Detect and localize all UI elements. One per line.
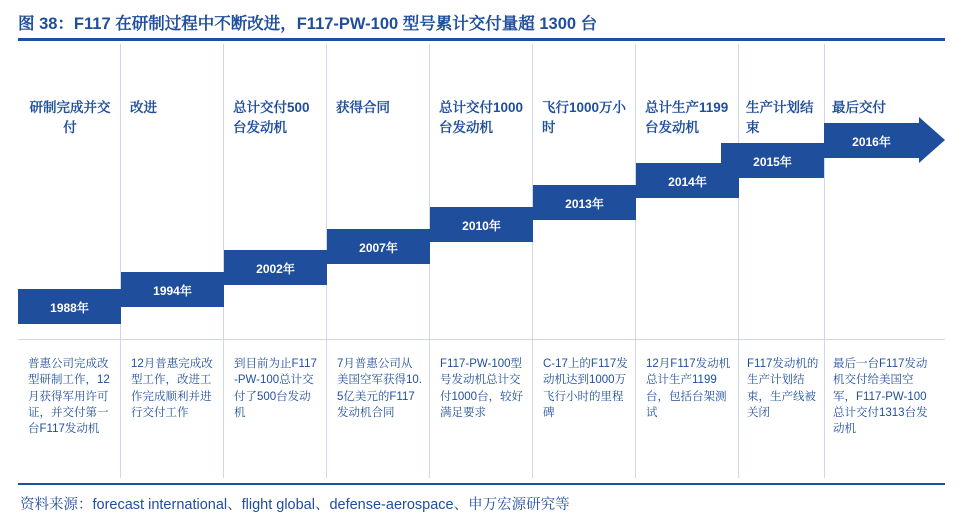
step-description-9: 最后一台F117发动机交付给美国空军，F117-PW-100总计交付1313台发动机 bbox=[833, 358, 928, 436]
step-description-1: 普惠公司完成改型研制工作，12月获得军用许可证，并交付第一台F117发动机 bbox=[28, 358, 110, 436]
step-description-3: 到目前为止F117-PW-100总计交付了500台发动机 bbox=[234, 358, 317, 419]
step-description-2: 12月普惠完成改型工作，改进工作完成顺利并进行交付工作 bbox=[131, 358, 213, 419]
source-note: 资料来源：forecast international、flight global、defense-aerospace、申万宏源研究等 bbox=[20, 496, 570, 513]
step-description-8: F117发动机的生产计划结束，生产线被关闭 bbox=[747, 358, 819, 419]
timeline-arrow-icon bbox=[919, 117, 945, 163]
step-heading-9: 最后交付 bbox=[832, 100, 886, 115]
step-bar-4 bbox=[327, 229, 430, 264]
step-heading-1: 研制完成并交付 bbox=[29, 100, 111, 135]
timeline-chart bbox=[18, 44, 945, 478]
step-heading-8: 生产计划结束 bbox=[746, 100, 814, 135]
step-bar-5 bbox=[430, 207, 533, 242]
step-year-8: 2015年 bbox=[753, 154, 792, 169]
step-bar-8 bbox=[721, 143, 824, 178]
step-year-1: 1988年 bbox=[50, 300, 89, 315]
step-bar-2 bbox=[121, 272, 224, 307]
step-heading-7: 总计生产1199台发动机 bbox=[645, 100, 729, 135]
description-divider bbox=[18, 339, 945, 340]
step-bar-3 bbox=[224, 250, 327, 285]
step-description-7: 12月F117发动机总计生产1199台，包括台架测试 bbox=[646, 358, 731, 419]
step-bar-1 bbox=[18, 289, 121, 324]
step-heading-3: 总计交付500台发动机 bbox=[233, 100, 310, 135]
step-year-6: 2013年 bbox=[565, 196, 604, 211]
step-year-5: 2010年 bbox=[462, 218, 501, 233]
source-divider bbox=[18, 483, 945, 485]
step-year-9: 2016年 bbox=[852, 134, 891, 149]
figure-title-wrap bbox=[18, 6, 945, 38]
step-description-5: F117-PW-100型号发动机总计交付1000台，较好满足要求 bbox=[440, 358, 524, 419]
step-heading-5: 总计交付1000台发动机 bbox=[439, 100, 524, 135]
step-year-3: 2002年 bbox=[256, 261, 295, 276]
step-bar-6 bbox=[533, 185, 636, 220]
title-divider bbox=[18, 38, 945, 41]
page-title: 图 38：F117 在研制过程中不断改进，F117-PW-100 型号累计交付量超 1300 台 bbox=[18, 15, 598, 33]
step-year-7: 2014年 bbox=[668, 174, 707, 189]
step-heading-6: 飞行1000万小时 bbox=[542, 100, 627, 135]
step-heading-2: 改进 bbox=[130, 100, 157, 115]
step-heading-4: 获得合同 bbox=[336, 100, 390, 115]
step-year-4: 2007年 bbox=[359, 240, 398, 255]
step-description-6: C-17上的F117发动机达到1000万飞行小时的里程碑 bbox=[543, 358, 628, 419]
step-bar-9 bbox=[824, 123, 919, 158]
step-year-2: 1994年 bbox=[153, 283, 192, 298]
step-description-4: 7月普惠公司从美国空军获得10.5亿美元的F117发动机合同 bbox=[337, 358, 422, 419]
